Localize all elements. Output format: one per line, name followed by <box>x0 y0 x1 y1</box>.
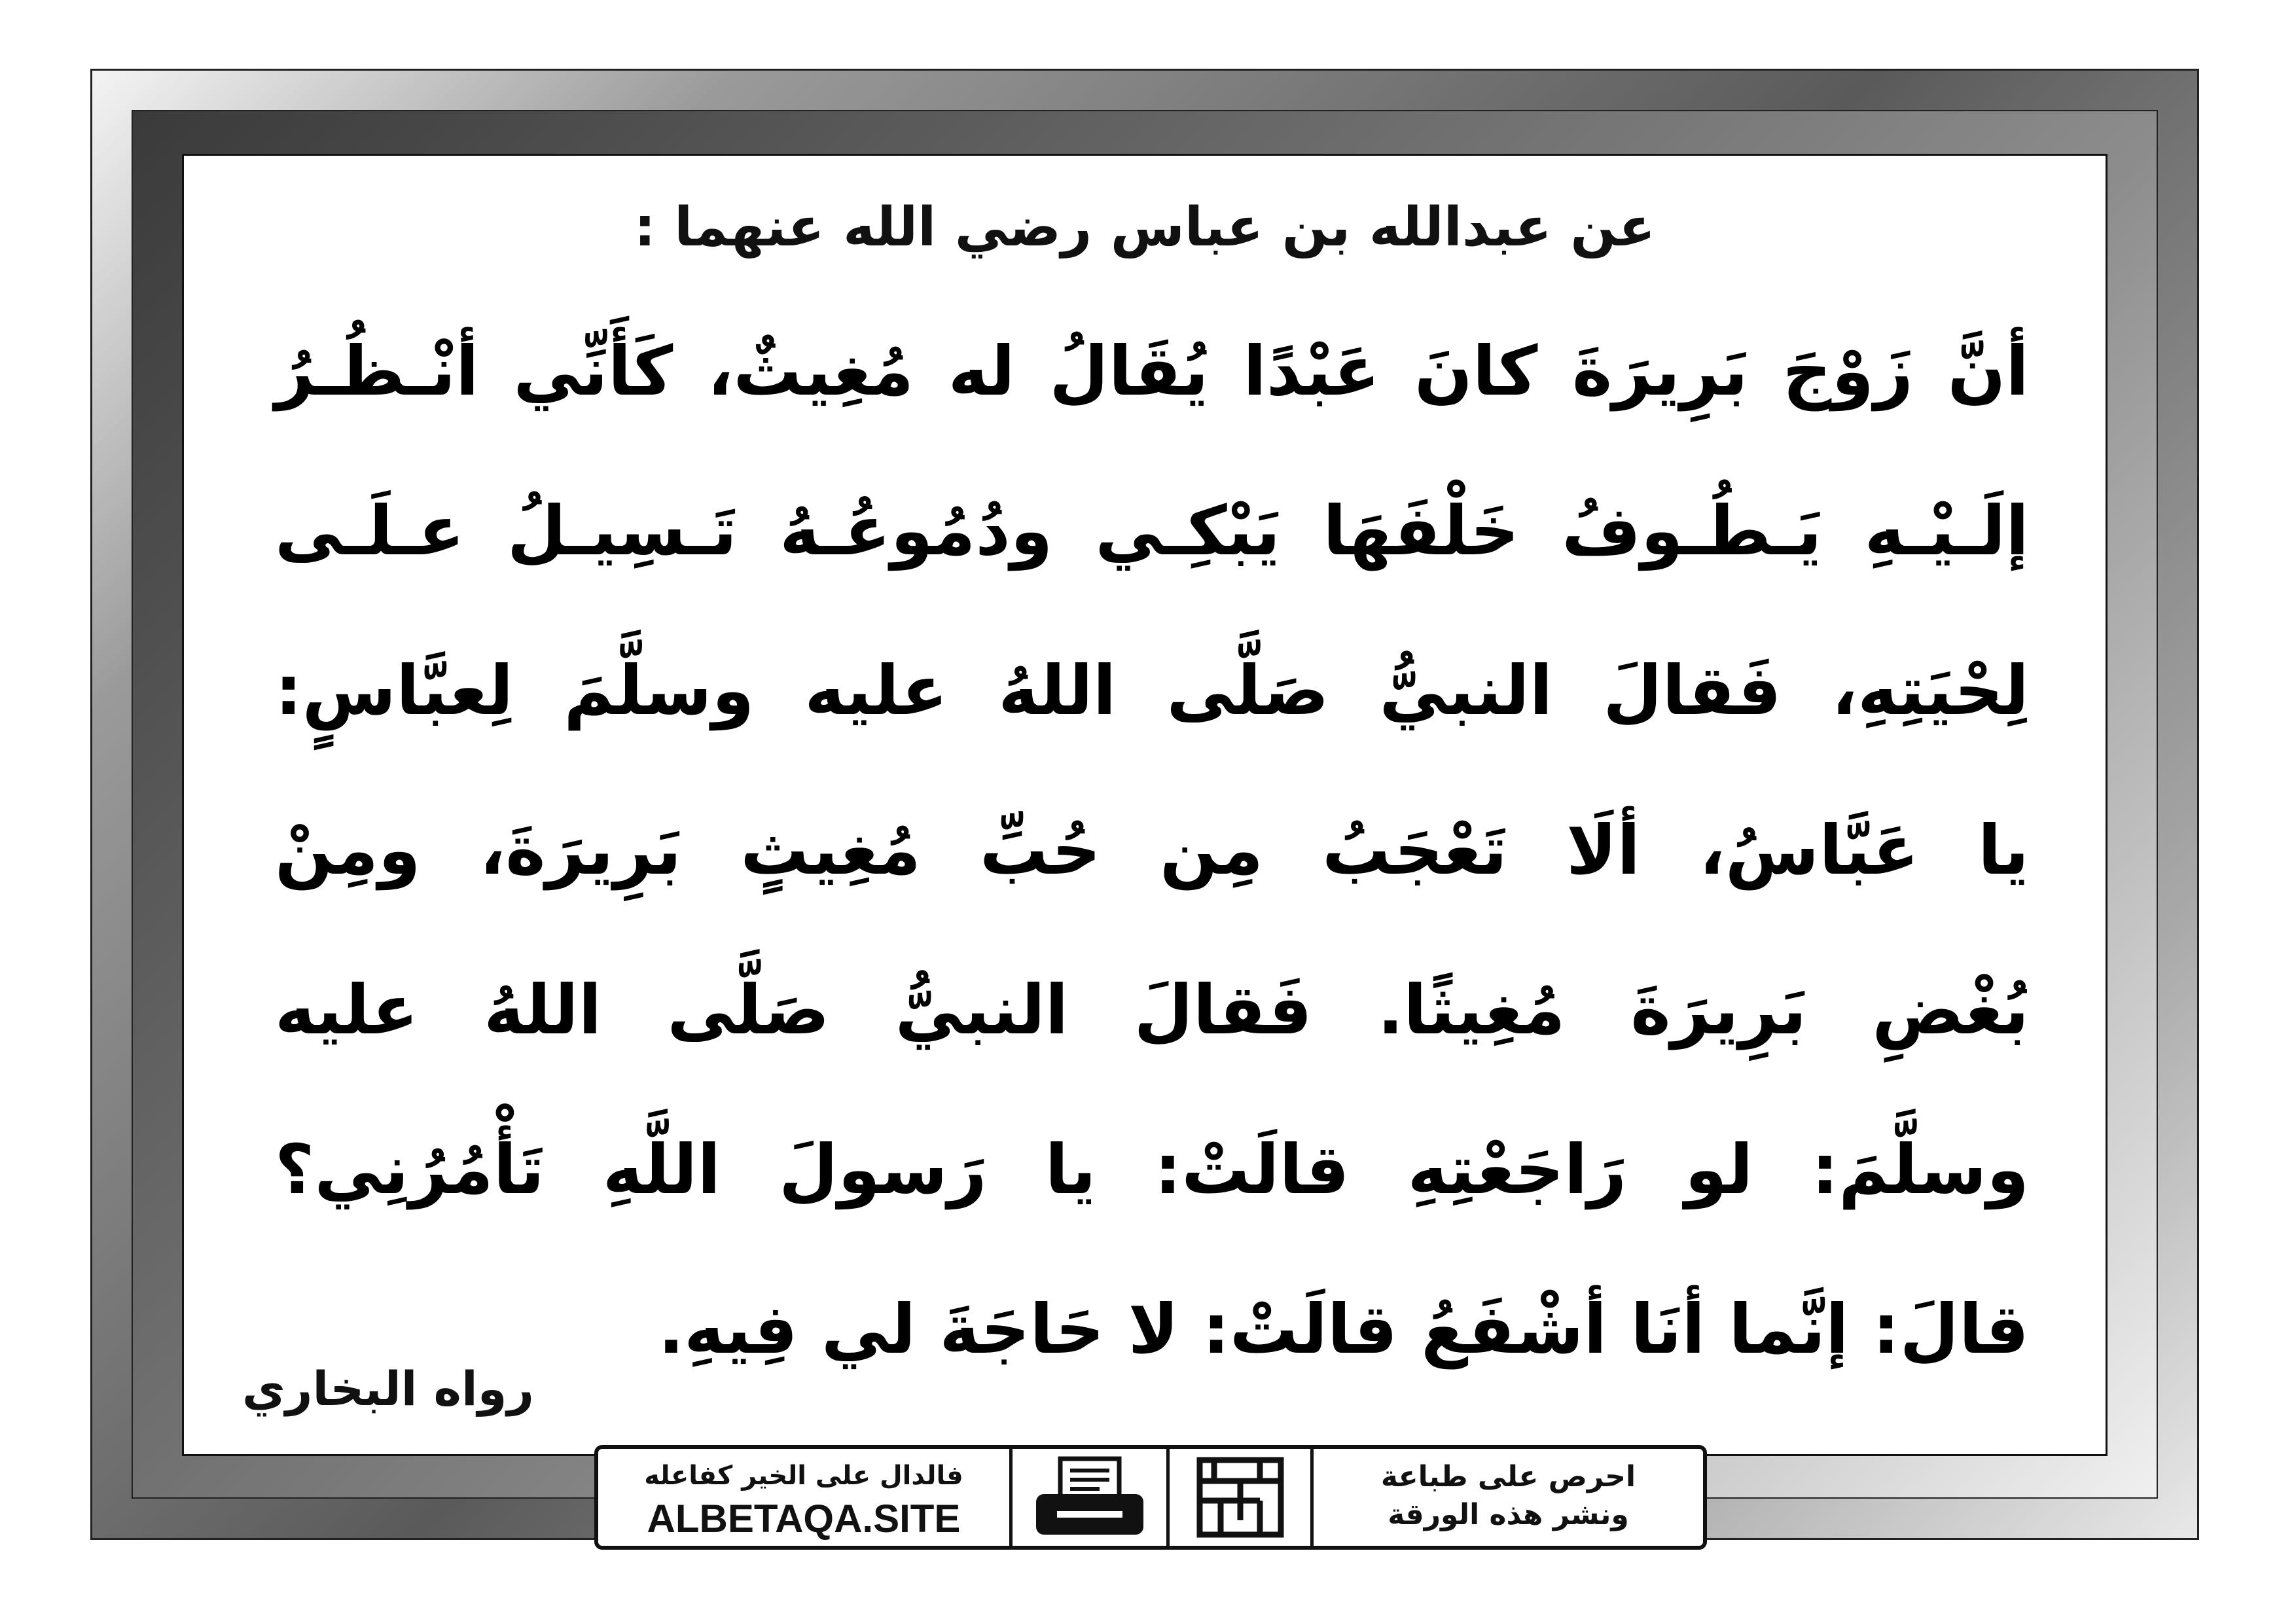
print-notice-line1: احرص على طباعة <box>1380 1460 1636 1493</box>
site-link[interactable]: ALBETAQA.SITE <box>647 1497 961 1541</box>
footer-slogan: فالدال على الخير كفاعله <box>644 1461 963 1491</box>
kufic-logo-icon <box>1194 1448 1286 1540</box>
hadith-intro: عن عبدالله بن عباس رضي الله عنهما : <box>634 196 1656 259</box>
footer-site-block <box>598 1449 1009 1546</box>
logo-lettering: دعوة الورقة <box>1240 1448 1244 1449</box>
hadith-line: بُغْضِ بَرِيرَةَ مُغِيثًا. فَقالَ النبيُّ صَلَّى اللهُ عليه <box>275 970 2029 1050</box>
footer-bar <box>594 1445 1707 1550</box>
footer-print-notice <box>1310 1449 1703 1546</box>
printer-icon <box>1031 1455 1149 1540</box>
print-notice-line2: ونشر هذه الورقة <box>1388 1498 1629 1531</box>
hadith-line: أنَّ زَوْجَ بَرِيرَةَ كانَ عَبْدًا يُقَالُ له مُغِيثٌ، كَأَنِّي أنْـظُـرُ <box>275 331 2029 411</box>
hadith-line: يا عَبَّاسُ، ألَا تَعْجَبُ مِن حُبِّ مُغِيثٍ بَرِيرَةَ، ومِنْ <box>275 810 2029 890</box>
narrator-attribution: رواه البخاري <box>242 1361 534 1416</box>
hadith-line: قالَ: إنَّما أنَا أشْفَعُ قالَتْ: لا حَاجَةَ لي فِيهِ. <box>658 1289 2029 1369</box>
hadith-text <box>275 291 2029 1384</box>
hadith-line: وسلَّمَ: لو رَاجَعْتِهِ قالَتْ: يا رَسولَ اللَّهِ تَأْمُرُنِي؟ <box>275 1130 2029 1209</box>
printer <box>1009 1449 1166 1546</box>
hadith-line: إلَـيْـهِ يَـطُـوفُ خَلْفَهَا يَبْكِـي ودُمُوعُـهُ تَـسِيـلُ عـلَـى <box>275 491 2029 571</box>
hadith-line: لِحْيَتِهِ، فَقالَ النبيُّ صَلَّى اللهُ عليه وسلَّمَ لِعبَّاسٍ: <box>275 651 2029 730</box>
dawah-logo <box>1166 1449 1310 1546</box>
